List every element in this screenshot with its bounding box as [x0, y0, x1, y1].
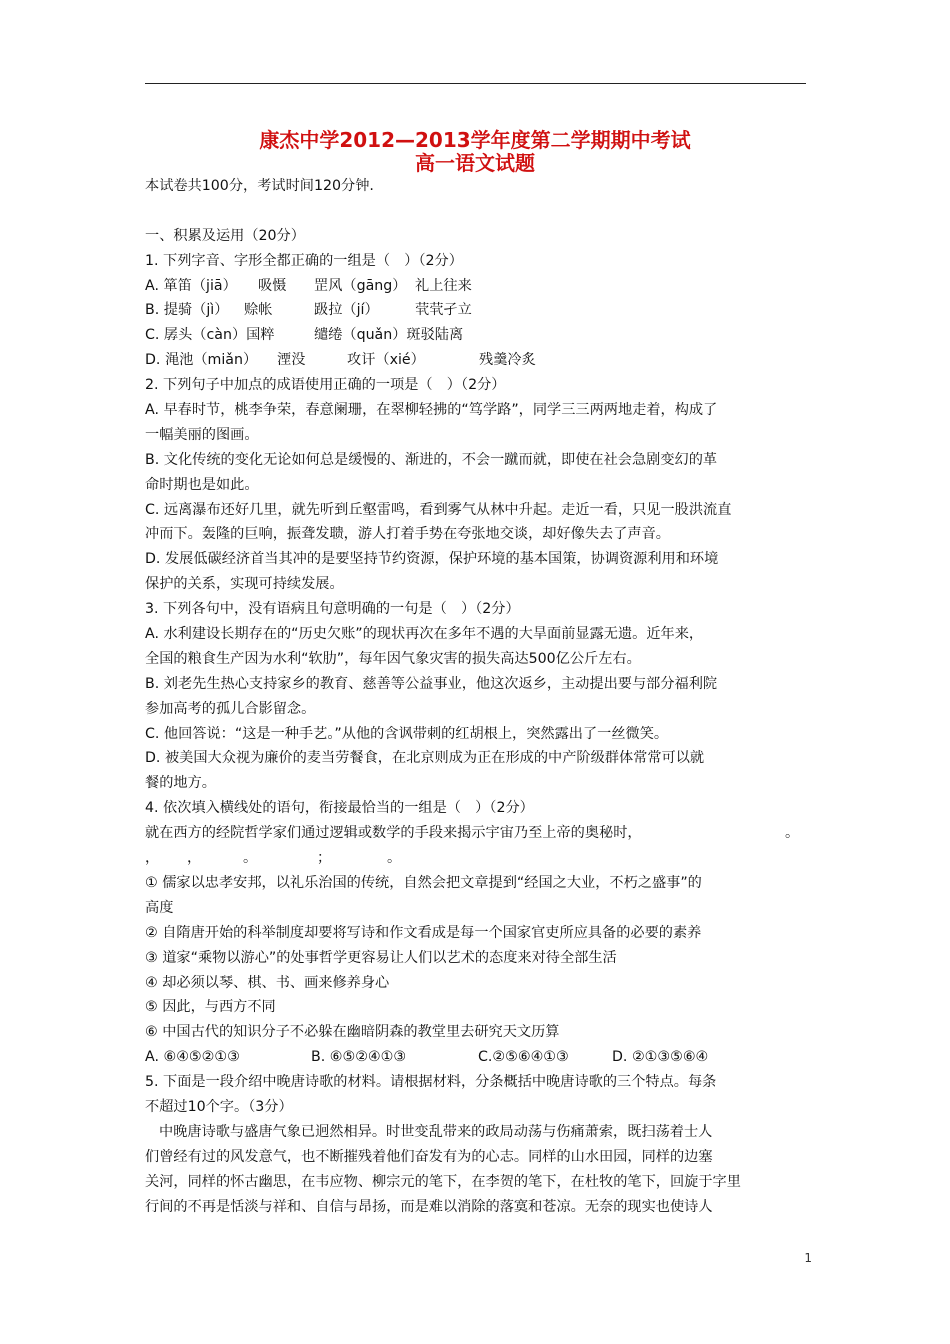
- q1-stem: 1. 下列字音、字形全都正确的一组是（ ）（2分）: [145, 252, 463, 269]
- q1-d-part: 攻讦（xié）: [347, 352, 425, 369]
- q1-a-part: A. 箪笛（jiā）: [145, 277, 237, 294]
- q1-a-part: 罡风（gāng）: [314, 277, 407, 294]
- q2-line: 命时期也是如此。: [145, 476, 259, 493]
- q1-option-a: [145, 274, 813, 299]
- q1-c-part: 缱绻（quǎn）斑驳陆离: [314, 327, 464, 344]
- q2-line: 一幅美丽的图画。: [145, 426, 259, 443]
- q1-b-part: 茕茕孑立: [415, 302, 472, 319]
- q3-line: 参加高考的孤儿合影留念。: [145, 700, 316, 717]
- q1-option-c: [145, 323, 813, 348]
- q4-option: A. ⑥④⑤②①③: [145, 1049, 240, 1066]
- q1-d-part: D. 渑池（miǎn）: [145, 352, 258, 369]
- q3-line: B. 刘老先生热心支持家乡的教育、慈善等公益事业，他这次返乡，主动提出要与部分福利院: [145, 675, 718, 692]
- section-heading: 一、积累及运用（20分）: [145, 227, 305, 244]
- q5-stem: 5. 下面是一段介绍中晚唐诗歌的材料。请根据材料，分条概括中晚唐诗歌的三个特点。每条: [145, 1074, 717, 1091]
- q4-blank: ；: [317, 850, 332, 867]
- q4-blank: 。: [243, 850, 258, 867]
- q4-blank: ，: [187, 850, 202, 867]
- q2-line: B. 文化传统的变化无论如何总是缓慢的、渐进的，不会一蹴而就，即使在社会急剧变幻的革: [145, 451, 718, 468]
- q1-d-part: 湮没: [277, 352, 306, 369]
- q4-item: ⑤ 因此，与西方不同: [145, 999, 276, 1016]
- exam-body: [145, 174, 813, 1219]
- exam-subtitle: 高一语文试题: [415, 151, 535, 175]
- q4-blank: 。: [387, 850, 402, 867]
- q2-line: A. 早春时节，桃李争荣，春意阑珊，在翠柳轻拂的“笃学路”，同学三三两两地走着，构成了: [145, 402, 718, 419]
- exam-intro: 本试卷共100分，考试时间120分钟.: [145, 178, 374, 194]
- q2-stem: 2. 下列句子中加点的成语使用正确的一项是（ ）（2分）: [145, 377, 506, 394]
- q5-passage-line: 们曾经有过的风发意气，也不断摧残着他们奋发有为的心志。同样的山水田园，同样的边塞: [145, 1148, 713, 1165]
- q3-line: 餐的地方。: [145, 775, 216, 792]
- spacer: [145, 199, 813, 224]
- exam-title: 康杰中学2012—2013学年度第二学期期中考试: [259, 128, 691, 152]
- q4-option: C.②⑤⑥④①③: [478, 1049, 569, 1066]
- q2-line: 保护的关系，实现可持续发展。: [145, 576, 344, 593]
- q4-item: ② 自隋唐开始的科举制度却要将写诗和作文看成是每一个国家官吏所应具备的必要的素养: [145, 924, 702, 941]
- q1-option-d: [145, 348, 813, 373]
- q4-item: ③ 道家“乘物以游心”的处事哲学更容易让人们以艺术的态度来对待全部生活: [145, 949, 617, 966]
- q4-passage-text: 就在西方的经院哲学家们通过逻辑或数学的手段来揭示宇宙乃至上帝的奥秘时，: [145, 825, 642, 842]
- q4-passage: [145, 821, 813, 846]
- q5-passage-line: 中晚唐诗歌与盛唐气象已迥然相异。时世变乱带来的政局动荡与伤痛萧索，既扫荡着士人: [159, 1123, 713, 1140]
- q2-line: 冲而下。轰隆的巨响，振聋发聩，游人打着手势在夸张地交谈，却好像失去了声音。: [145, 526, 670, 543]
- q3-line: 全国的粮食生产因为水利“软肋”，每年因气象灾害的损失高达500亿公斤左右。: [145, 650, 641, 667]
- q4-item: 高度: [145, 899, 174, 916]
- q4-item: ⑥ 中国古代的知识分子不必躲在幽暗阴森的教堂里去研究天文历算: [145, 1024, 560, 1041]
- q4-item: ① 儒家以忠孝安邦，以礼乐治国的传统，自然会把文章提到“经国之大业，不朽之盛事”的: [145, 874, 702, 891]
- q4-blank: ，: [145, 850, 160, 867]
- q4-option: B. ⑥⑤②④①③: [311, 1049, 407, 1066]
- q1-b-part: B. 提骑（jì）: [145, 302, 229, 319]
- q1-c-part: C. 孱头（càn）国粹: [145, 327, 275, 344]
- q5-passage-line: 行间的不再是恬淡与祥和、自信与昂扬，而是难以消除的落寞和苍凉。无奈的现实也使诗人: [145, 1198, 713, 1215]
- q1-b-part: 趿拉（jí）: [314, 302, 379, 319]
- page-number: 1: [804, 1251, 812, 1265]
- q5-passage-line: 关河，同样的怀古幽思，在韦应物、柳宗元的笔下，在李贺的笔下，在杜牧的笔下，回旋于字里: [145, 1173, 741, 1190]
- q4-option: D. ②①③⑤⑥④: [612, 1049, 709, 1066]
- header-rule: [145, 83, 806, 84]
- q4-options: [145, 1045, 813, 1070]
- q2-line: D. 发展低碳经济首当其冲的是要坚持节约资源，保护环境的基本国策，协调资源利用和环境: [145, 551, 719, 568]
- q2-line: C. 远离瀑布还好几里，就先听到丘壑雷鸣，看到雾气从林中升起。走近一看，只见一股洪流直: [145, 501, 732, 518]
- q4-passage-end: 。: [785, 825, 800, 842]
- q1-a-part: 吸慑: [258, 277, 287, 294]
- q1-a-part: 礼上往来: [415, 277, 472, 294]
- q3-line: C. 他回答说：“这是一种手艺。”从他的含讽带刺的红胡根上，突然露出了一丝微笑。: [145, 725, 669, 742]
- q3-line: A. 水利建设长期存在的“历史欠账”的现状再次在多年不遇的大旱面前显露无遗。近年来，: [145, 626, 704, 643]
- q1-d-part: 残羹冷炙: [479, 352, 536, 369]
- q4-stem: 4. 依次填入横线处的语句，衔接最恰当的一组是（ ）（2分）: [145, 800, 534, 817]
- q3-stem: 3. 下列各句中，没有语病且句意明确的一句是（ ）（2分）: [145, 601, 520, 618]
- q1-b-part: 赊帐: [244, 302, 273, 319]
- q4-blanks: [145, 846, 813, 871]
- q5-stem: 不超过10个字。（3分）: [145, 1098, 293, 1115]
- q4-item: ④ 却必须以琴、棋、书、画来修养身心: [145, 974, 390, 991]
- q3-line: D. 被美国大众视为廉价的麦当劳餐食，在北京则成为正在形成的中产阶级群体常常可以就: [145, 750, 705, 767]
- q1-option-b: [145, 298, 813, 323]
